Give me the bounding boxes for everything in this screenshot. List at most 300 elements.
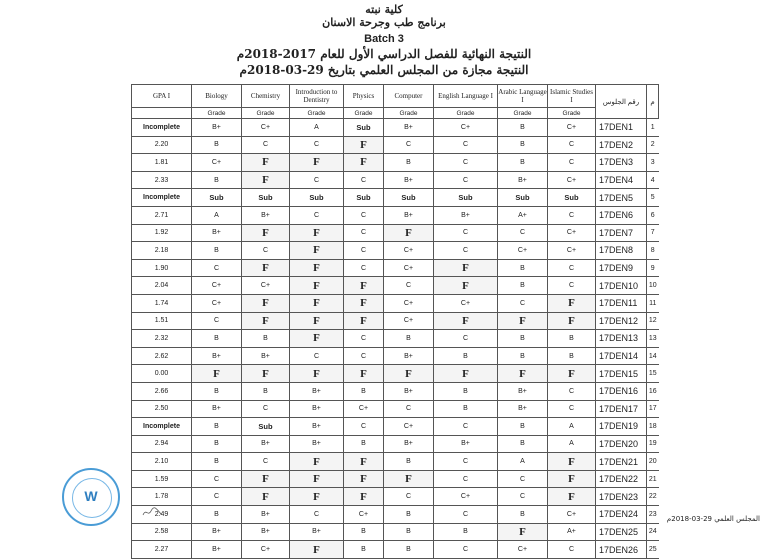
grade-cell: F <box>290 242 344 260</box>
grade-cell: C <box>344 347 384 365</box>
grade-cell: F <box>434 259 498 277</box>
table-row <box>132 365 659 383</box>
table-row <box>132 242 659 260</box>
grade-cell: C <box>434 171 498 189</box>
row-index-cell: 20 <box>647 453 659 471</box>
grade-cell: F <box>434 365 498 383</box>
program-name: برنامج طب وجرحة الاسنان <box>322 16 446 29</box>
grade-cell: C <box>242 453 290 471</box>
seat-number-cell: 17DEN22 <box>596 470 647 488</box>
grade-cell: C+ <box>384 242 434 260</box>
seat-number-cell: 17DEN6 <box>596 206 647 224</box>
grade-label: Grade <box>384 108 434 119</box>
seat-number-cell: 17DEN26 <box>596 541 647 559</box>
grade-cell: B+ <box>290 418 344 436</box>
grade-cell: F <box>384 365 434 383</box>
gpa-cell: Incomplete <box>132 119 192 137</box>
grade-cell: B <box>498 119 548 137</box>
row-index-cell: 4 <box>647 171 659 189</box>
row-index-cell: 3 <box>647 154 659 172</box>
grade-cell: F <box>242 171 290 189</box>
grade-cell: C <box>548 382 596 400</box>
grade-cell: F <box>290 294 344 312</box>
grade-cell: B+ <box>384 206 434 224</box>
grade-cell: Sub <box>344 189 384 207</box>
gpa-cell: 2.18 <box>132 242 192 260</box>
grade-cell: C+ <box>498 541 548 559</box>
gpa-cell: 0.00 <box>132 365 192 383</box>
grade-cell: C <box>290 171 344 189</box>
column-header: Chemistry <box>242 85 290 108</box>
table-row <box>132 418 659 436</box>
grade-cell: C <box>344 206 384 224</box>
grade-cell: F <box>290 541 344 559</box>
grade-cell: C <box>434 136 498 154</box>
table-row <box>132 382 659 400</box>
grade-cell: B+ <box>290 523 344 541</box>
grade-cell: F <box>290 488 344 506</box>
grade-cell: Sub <box>384 189 434 207</box>
row-index-cell: 5 <box>647 189 659 207</box>
grade-cell: F <box>242 365 290 383</box>
seat-number-cell: 17DEN12 <box>596 312 647 330</box>
seat-number-cell: 17DEN25 <box>596 523 647 541</box>
gpa-cell: 1.81 <box>132 154 192 172</box>
grade-cell: C+ <box>384 312 434 330</box>
gpa-cell: 2.20 <box>132 136 192 154</box>
row-index-cell: 10 <box>647 277 659 295</box>
grade-cell: C <box>548 136 596 154</box>
grade-cell: F <box>344 277 384 295</box>
grade-cell: F <box>344 154 384 172</box>
column-header: رقم الجلوس <box>596 85 647 119</box>
seat-number-cell: 17DEN19 <box>596 418 647 436</box>
table-row <box>132 136 659 154</box>
grade-cell: C+ <box>242 277 290 295</box>
grade-cell: C <box>434 470 498 488</box>
grade-label: Grade <box>344 108 384 119</box>
grade-cell: F <box>242 294 290 312</box>
grade-cell: F <box>344 365 384 383</box>
grade-cell: F <box>434 312 498 330</box>
gpa-cell: 2.94 <box>132 435 192 453</box>
grade-cell: B <box>434 400 498 418</box>
column-header: Introduction to Dentistry <box>290 85 344 108</box>
logo-mark-icon: W <box>84 488 98 504</box>
grade-cell: F <box>548 312 596 330</box>
seat-number-cell: 17DEN7 <box>596 224 647 242</box>
table-row <box>132 154 659 172</box>
grade-cell: F <box>290 330 344 348</box>
grade-cell: F <box>498 312 548 330</box>
grade-cell: B <box>434 382 498 400</box>
grade-cell: Sub <box>192 189 242 207</box>
gpa-cell: 1.74 <box>132 294 192 312</box>
grade-label: Grade <box>192 108 242 119</box>
grade-cell: B+ <box>290 435 344 453</box>
row-index-cell: 16 <box>647 382 659 400</box>
row-index-cell: 8 <box>647 242 659 260</box>
table-row <box>132 506 659 524</box>
table-row <box>132 259 659 277</box>
grade-cell: C <box>498 294 548 312</box>
row-index-cell: 21 <box>647 470 659 488</box>
grade-cell: B <box>344 382 384 400</box>
row-index-cell: 14 <box>647 347 659 365</box>
grade-cell: B+ <box>242 506 290 524</box>
grade-cell: B+ <box>384 347 434 365</box>
table-row <box>132 435 659 453</box>
table-row <box>132 277 659 295</box>
gpa-cell: 2.04 <box>132 277 192 295</box>
grade-cell: C <box>192 312 242 330</box>
table-row <box>132 294 659 312</box>
grade-cell: F <box>384 224 434 242</box>
grade-cell: F <box>290 365 344 383</box>
table-row <box>132 171 659 189</box>
grade-cell: C <box>384 136 434 154</box>
grade-cell: C+ <box>498 242 548 260</box>
grade-cell: B <box>548 330 596 348</box>
table-row <box>132 400 659 418</box>
table-row <box>132 523 659 541</box>
row-index-cell: 15 <box>647 365 659 383</box>
grade-cell: C <box>192 259 242 277</box>
table-row <box>132 470 659 488</box>
grade-cell: C <box>434 506 498 524</box>
seat-number-cell: 17DEN20 <box>596 435 647 453</box>
grade-cell: A <box>192 206 242 224</box>
grade-cell: C <box>548 259 596 277</box>
grade-cell: F <box>548 470 596 488</box>
grade-cell: C <box>290 506 344 524</box>
grade-cell: B <box>384 453 434 471</box>
grade-cell: A <box>548 418 596 436</box>
gpa-cell: 2.58 <box>132 523 192 541</box>
row-index-cell: 25 <box>647 541 659 559</box>
grade-cell: C <box>344 418 384 436</box>
grade-cell: C <box>192 488 242 506</box>
table-row <box>132 224 659 242</box>
grade-cell: C <box>344 242 384 260</box>
grade-cell: B <box>498 136 548 154</box>
seat-number-cell: 17DEN11 <box>596 294 647 312</box>
grade-cell: C <box>344 171 384 189</box>
grade-cell: F <box>242 312 290 330</box>
grade-cell: C <box>548 400 596 418</box>
gpa-cell: 2.71 <box>132 206 192 224</box>
grade-cell: B+ <box>498 382 548 400</box>
grade-cell: B <box>192 382 242 400</box>
seat-number-cell: 17DEN4 <box>596 171 647 189</box>
grade-cell: B+ <box>384 435 434 453</box>
table-row <box>132 189 659 207</box>
result-title: النتيجة النهائية للفصل الدراسي الأول للعام 2017-2018م <box>236 47 532 61</box>
gpa-cell: 2.33 <box>132 171 192 189</box>
grade-cell: C <box>290 206 344 224</box>
table-row <box>132 488 659 506</box>
grade-cell: C <box>344 259 384 277</box>
gpa-cell: 2.32 <box>132 330 192 348</box>
grade-cell: Sub <box>344 119 384 137</box>
grade-cell: B+ <box>384 119 434 137</box>
seat-number-cell: 17DEN3 <box>596 154 647 172</box>
grade-cell: C <box>548 277 596 295</box>
grade-cell: B <box>498 435 548 453</box>
gpa-cell: 2.49 <box>132 506 192 524</box>
grade-cell: C <box>434 224 498 242</box>
row-index-cell: 13 <box>647 330 659 348</box>
grade-cell: C <box>344 330 384 348</box>
grade-cell: C <box>434 418 498 436</box>
grade-cell: B <box>192 171 242 189</box>
grade-cell: B <box>498 277 548 295</box>
seat-number-cell: 17DEN8 <box>596 242 647 260</box>
row-index-cell: 24 <box>647 523 659 541</box>
grade-cell: A <box>290 119 344 137</box>
grade-cell: C+ <box>434 119 498 137</box>
grade-cell: F <box>548 488 596 506</box>
grade-cell: A <box>498 453 548 471</box>
grade-cell: B <box>384 506 434 524</box>
grade-cell: B+ <box>384 382 434 400</box>
column-header: Physics <box>344 85 384 108</box>
grade-label: Grade <box>434 108 498 119</box>
grade-cell: C+ <box>384 418 434 436</box>
gpa-cell: 1.51 <box>132 312 192 330</box>
gpa-cell: 2.27 <box>132 541 192 559</box>
grade-cell: F <box>344 453 384 471</box>
gpa-cell: 1.59 <box>132 470 192 488</box>
grade-cell: C+ <box>344 400 384 418</box>
grade-cell: Sub <box>434 189 498 207</box>
grade-cell: F <box>290 312 344 330</box>
row-index-cell: 11 <box>647 294 659 312</box>
column-header: Arabic Language I <box>498 85 548 108</box>
grade-cell: C <box>384 400 434 418</box>
grade-cell: B <box>498 154 548 172</box>
grade-cell: C <box>434 154 498 172</box>
grade-cell: C+ <box>548 224 596 242</box>
seat-number-cell: 17DEN16 <box>596 382 647 400</box>
column-header: GPA I <box>132 85 192 108</box>
grade-cell: C <box>498 488 548 506</box>
grade-cell: C+ <box>548 119 596 137</box>
row-index-cell: 9 <box>647 259 659 277</box>
grade-cell: Sub <box>242 189 290 207</box>
grade-cell: C+ <box>344 506 384 524</box>
grade-label-row <box>132 108 659 119</box>
grade-cell: B <box>434 523 498 541</box>
grade-cell: B <box>498 347 548 365</box>
table-row <box>132 206 659 224</box>
grade-cell: F <box>290 259 344 277</box>
table-row <box>132 453 659 471</box>
table-row <box>132 541 659 559</box>
grade-cell: B+ <box>434 435 498 453</box>
table-row <box>132 312 659 330</box>
grade-cell: C <box>384 277 434 295</box>
grade-cell: B+ <box>434 206 498 224</box>
grade-cell: B <box>192 418 242 436</box>
grade-cell: A+ <box>548 523 596 541</box>
grade-label: Grade <box>548 108 596 119</box>
grade-cell: F <box>344 470 384 488</box>
grade-cell: C+ <box>548 171 596 189</box>
grade-cell: C <box>434 541 498 559</box>
grade-cell: C <box>192 470 242 488</box>
gpa-cell: 2.50 <box>132 400 192 418</box>
grade-cell: C+ <box>242 541 290 559</box>
grade-cell: C <box>290 347 344 365</box>
row-index-cell: 18 <box>647 418 659 436</box>
grade-cell: B+ <box>498 171 548 189</box>
batch-title: Batch 3 <box>364 33 404 45</box>
grade-cell: C+ <box>242 119 290 137</box>
grade-cell: F <box>242 470 290 488</box>
row-index-cell: 22 <box>647 488 659 506</box>
grade-cell: C+ <box>548 506 596 524</box>
grade-cell: B <box>344 541 384 559</box>
grade-label: Grade <box>498 108 548 119</box>
seat-number-cell: 17DEN23 <box>596 488 647 506</box>
approval-note: النتيجة مجازة من المجلس العلمي بتاريخ 29-03-2018م <box>239 63 529 77</box>
grade-cell: A <box>548 435 596 453</box>
grade-cell: C <box>344 224 384 242</box>
grade-cell: C <box>548 154 596 172</box>
grade-cell: B+ <box>192 523 242 541</box>
grade-cell: B <box>384 154 434 172</box>
grade-cell: B+ <box>192 224 242 242</box>
grade-cell: C+ <box>434 294 498 312</box>
grade-cell: C <box>290 136 344 154</box>
grade-cell: B+ <box>498 400 548 418</box>
row-index-cell: 12 <box>647 312 659 330</box>
gpa-cell: 2.66 <box>132 382 192 400</box>
grade-cell: B <box>242 330 290 348</box>
grade-cell: Sub <box>242 418 290 436</box>
column-header: م <box>647 85 659 119</box>
grade-cell: C+ <box>548 242 596 260</box>
grade-cell: F <box>242 154 290 172</box>
seat-number-cell: 17DEN24 <box>596 506 647 524</box>
grade-cell: C <box>548 541 596 559</box>
grade-cell: B+ <box>242 347 290 365</box>
seat-number-cell: 17DEN1 <box>596 119 647 137</box>
grade-cell: B+ <box>290 400 344 418</box>
grade-cell: F <box>192 365 242 383</box>
grade-cell: C <box>434 330 498 348</box>
signature-icon <box>142 506 162 518</box>
grade-label: Grade <box>290 108 344 119</box>
column-header: Computer <box>384 85 434 108</box>
grade-cell: F <box>344 488 384 506</box>
grade-cell: C+ <box>192 277 242 295</box>
column-header-row <box>132 85 659 108</box>
grade-cell: Sub <box>548 189 596 207</box>
grade-cell: C+ <box>434 488 498 506</box>
row-index-cell: 1 <box>647 119 659 137</box>
grade-cell: F <box>344 312 384 330</box>
grade-cell: B <box>192 435 242 453</box>
grade-label <box>132 108 192 119</box>
grade-cell: F <box>548 365 596 383</box>
grade-cell: B+ <box>242 206 290 224</box>
grade-cell: B <box>498 330 548 348</box>
grade-cell: C <box>242 136 290 154</box>
grade-cell: F <box>344 294 384 312</box>
gpa-cell: Incomplete <box>132 189 192 207</box>
college-seal-logo <box>62 468 120 526</box>
grade-cell: B <box>192 453 242 471</box>
table-row <box>132 119 659 137</box>
grade-cell: B <box>192 242 242 260</box>
grade-cell: B <box>242 382 290 400</box>
grade-cell: B <box>344 523 384 541</box>
grade-cell: F <box>498 365 548 383</box>
seat-number-cell: 17DEN10 <box>596 277 647 295</box>
grade-cell: F <box>242 224 290 242</box>
column-header: Biology <box>192 85 242 108</box>
grade-cell: C <box>434 242 498 260</box>
grade-cell: F <box>242 488 290 506</box>
grade-cell: C+ <box>192 294 242 312</box>
grade-cell: B <box>498 506 548 524</box>
grade-cell: F <box>290 154 344 172</box>
gpa-cell: 1.78 <box>132 488 192 506</box>
grade-cell: C+ <box>384 259 434 277</box>
grade-cell: B+ <box>192 400 242 418</box>
grade-cell: F <box>344 136 384 154</box>
grade-cell: B+ <box>192 541 242 559</box>
grade-cell: F <box>498 523 548 541</box>
results-table <box>131 84 659 559</box>
seat-number-cell: 17DEN21 <box>596 453 647 471</box>
table-row <box>132 330 659 348</box>
grade-cell: B <box>498 418 548 436</box>
grade-cell: F <box>290 453 344 471</box>
grade-cell: B+ <box>384 171 434 189</box>
grade-cell: F <box>290 224 344 242</box>
grade-cell: C <box>498 470 548 488</box>
grade-cell: C <box>498 224 548 242</box>
grade-cell: Sub <box>290 189 344 207</box>
grade-cell: A+ <box>498 206 548 224</box>
grade-cell: C <box>548 206 596 224</box>
college-name: كلية نبته <box>365 3 403 16</box>
grade-label: Grade <box>242 108 290 119</box>
column-header: Islamic Studies I <box>548 85 596 108</box>
gpa-cell: Incomplete <box>132 418 192 436</box>
grade-cell: B <box>548 347 596 365</box>
grade-cell: B <box>384 523 434 541</box>
grade-cell: B+ <box>192 119 242 137</box>
grade-cell: B <box>344 435 384 453</box>
table-row <box>132 347 659 365</box>
row-index-cell: 6 <box>647 206 659 224</box>
footer-council-date: المجلس العلمي 29-03-2018م <box>666 515 760 523</box>
grade-cell: B+ <box>242 523 290 541</box>
gpa-cell: 1.90 <box>132 259 192 277</box>
grade-cell: B <box>384 330 434 348</box>
grade-cell: F <box>290 277 344 295</box>
seat-number-cell: 17DEN9 <box>596 259 647 277</box>
grade-cell: C <box>434 453 498 471</box>
row-index-cell: 7 <box>647 224 659 242</box>
grade-cell: F <box>242 259 290 277</box>
grade-cell: B+ <box>290 382 344 400</box>
grade-cell: F <box>290 470 344 488</box>
